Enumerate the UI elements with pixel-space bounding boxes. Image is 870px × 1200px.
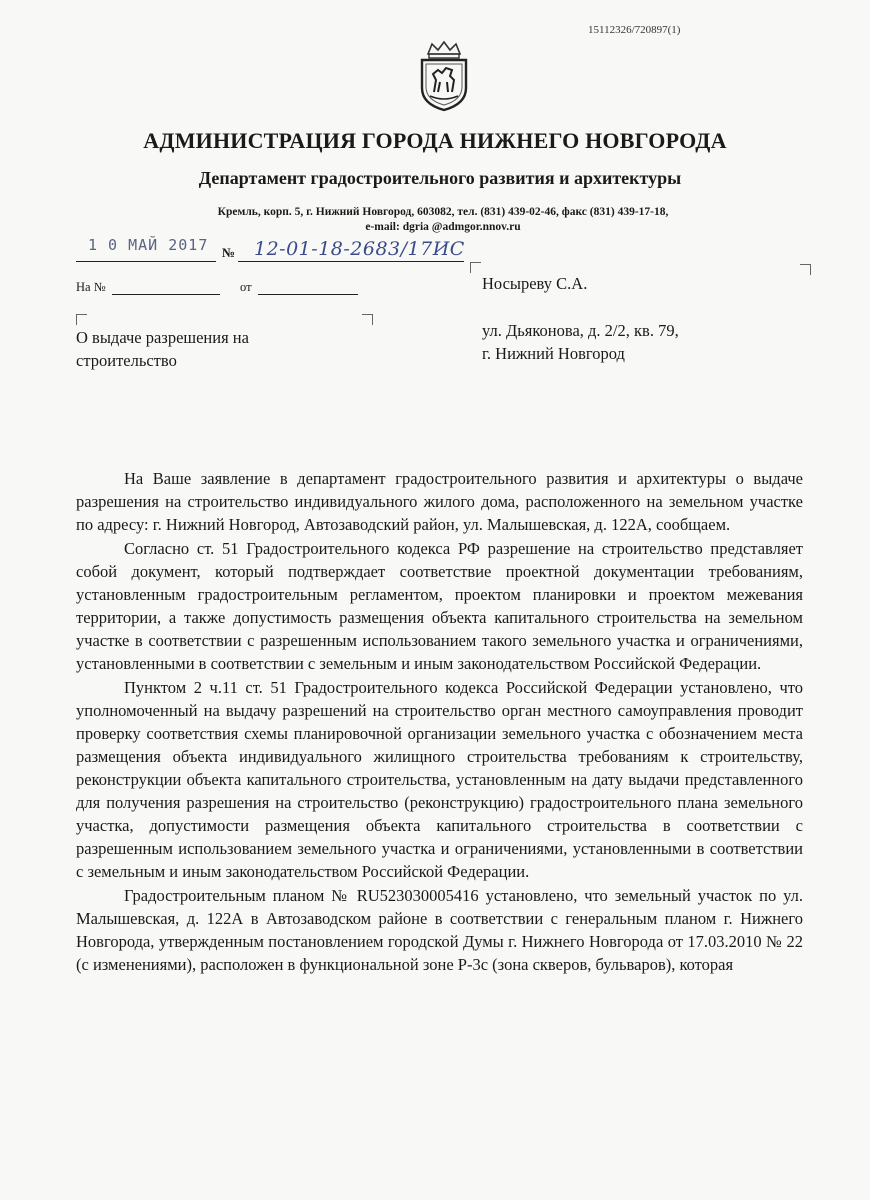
paragraph: Согласно ст. 51 Градостроительного кодекса РФ разрешение на строительство представляет собой документ, который подтверждает соответствие проектной документации требованиям, установленным градостроительным регламентом, проектом планировки и проектом межевания территории, а также допустимость размещения объекта капитального строительства на земельном участке в соответствии с разрешенным использованием такого земельного участка и ограничениями, установленными в соответствии с земельным и иным законодательством Российской Федерации.: [76, 539, 803, 673]
paragraph: Пунктом 2 ч.11 ст. 51 Градостроительного кодекса Российской Федерации установлено, что уполномоченный на выдачу разрешений на строительство орган местного самоуправления проводит проверку соответствия схемы планировочной организации земельного участка с обозначением места размещения объекта индивидуального жилищного строительства требованиям к строительству, реконструкции объекта капитального строительства, установленным на дату выдачи представленного для получения разрешения на строительство (реконструкцию) градостроительного плана земельного участка, допустимости размещения объекта капитального строительства в соответствии с разрешенным использованием земельного участка и ограничениями, установленными в соответствии с земельным и иным законодательством Российской Федерации.: [76, 678, 803, 881]
ref-date-line: [258, 294, 358, 295]
date-underline: [76, 261, 216, 262]
document-id: 15112326/720897(1): [588, 24, 681, 36]
addressee-city: г. Нижний Новгород: [482, 344, 625, 363]
date-stamp: 1 0 МАЙ 2017: [88, 236, 209, 254]
contact-email-line: e-mail: dgria @admgor.nnov.ru: [365, 221, 521, 233]
addressee-name: Носыреву С.А.: [482, 274, 588, 293]
paragraph: Градостроительным планом № RU523030005416 установлено, что земельный участок по ул. Малышевская, д. 122А в Автозаводском районе в соответствии с генеральным планом г. Нижнего Новгорода, утвержденным постановлением городской Думы г. Нижнего Новгорода от 17.03.2010 № 22 (с изменениями), расположен в функциональной зоне Р-3с (зона скверов, бульваров), которая: [76, 886, 803, 974]
number-sign: №: [222, 245, 236, 260]
letter-body: [76, 467, 803, 976]
address-corner-left: [470, 262, 481, 273]
number-underline: [238, 261, 464, 262]
contact-address-line: Кремль, корп. 5, г. Нижний Новгород, 603082, тел. (831) 439-02-46, факс (831) 439-17-18,: [217, 206, 669, 218]
address-corner-right: [800, 264, 811, 275]
subject-corner-left: [76, 314, 87, 325]
department-title: Департамент градостроительного развития и архитектуры: [198, 168, 682, 188]
organization-title: АДМИНИСТРАЦИЯ ГОРОДА НИЖНЕГО НОВГОРОДА: [143, 128, 727, 153]
ref-number-label: На №: [76, 280, 106, 294]
city-coat-of-arms-icon: [416, 40, 472, 112]
subject: [76, 326, 336, 372]
ref-number-line: [112, 294, 220, 295]
contact-info: [0, 205, 870, 235]
subject-corner-right: [362, 314, 373, 325]
registration-number: 12-01-18-2683/17ИС: [254, 238, 465, 260]
paragraph: На Ваше заявление в департамент градостроительного развития и архитектуры о выдаче разрешения на строительство индивидуального жилого дома, расположенного на земельном участке по адресу: г. Нижний Новгород, Автозаводский район, ул. Малышевская, д. 122А, сообщаем.: [76, 469, 803, 534]
addressee-street: ул. Дьяконова, д. 2/2, кв. 79,: [482, 321, 679, 340]
ref-date-label: от: [240, 280, 252, 294]
subject-line-2: строительство: [76, 351, 177, 370]
subject-line-1: О выдаче разрешения на: [76, 328, 249, 347]
